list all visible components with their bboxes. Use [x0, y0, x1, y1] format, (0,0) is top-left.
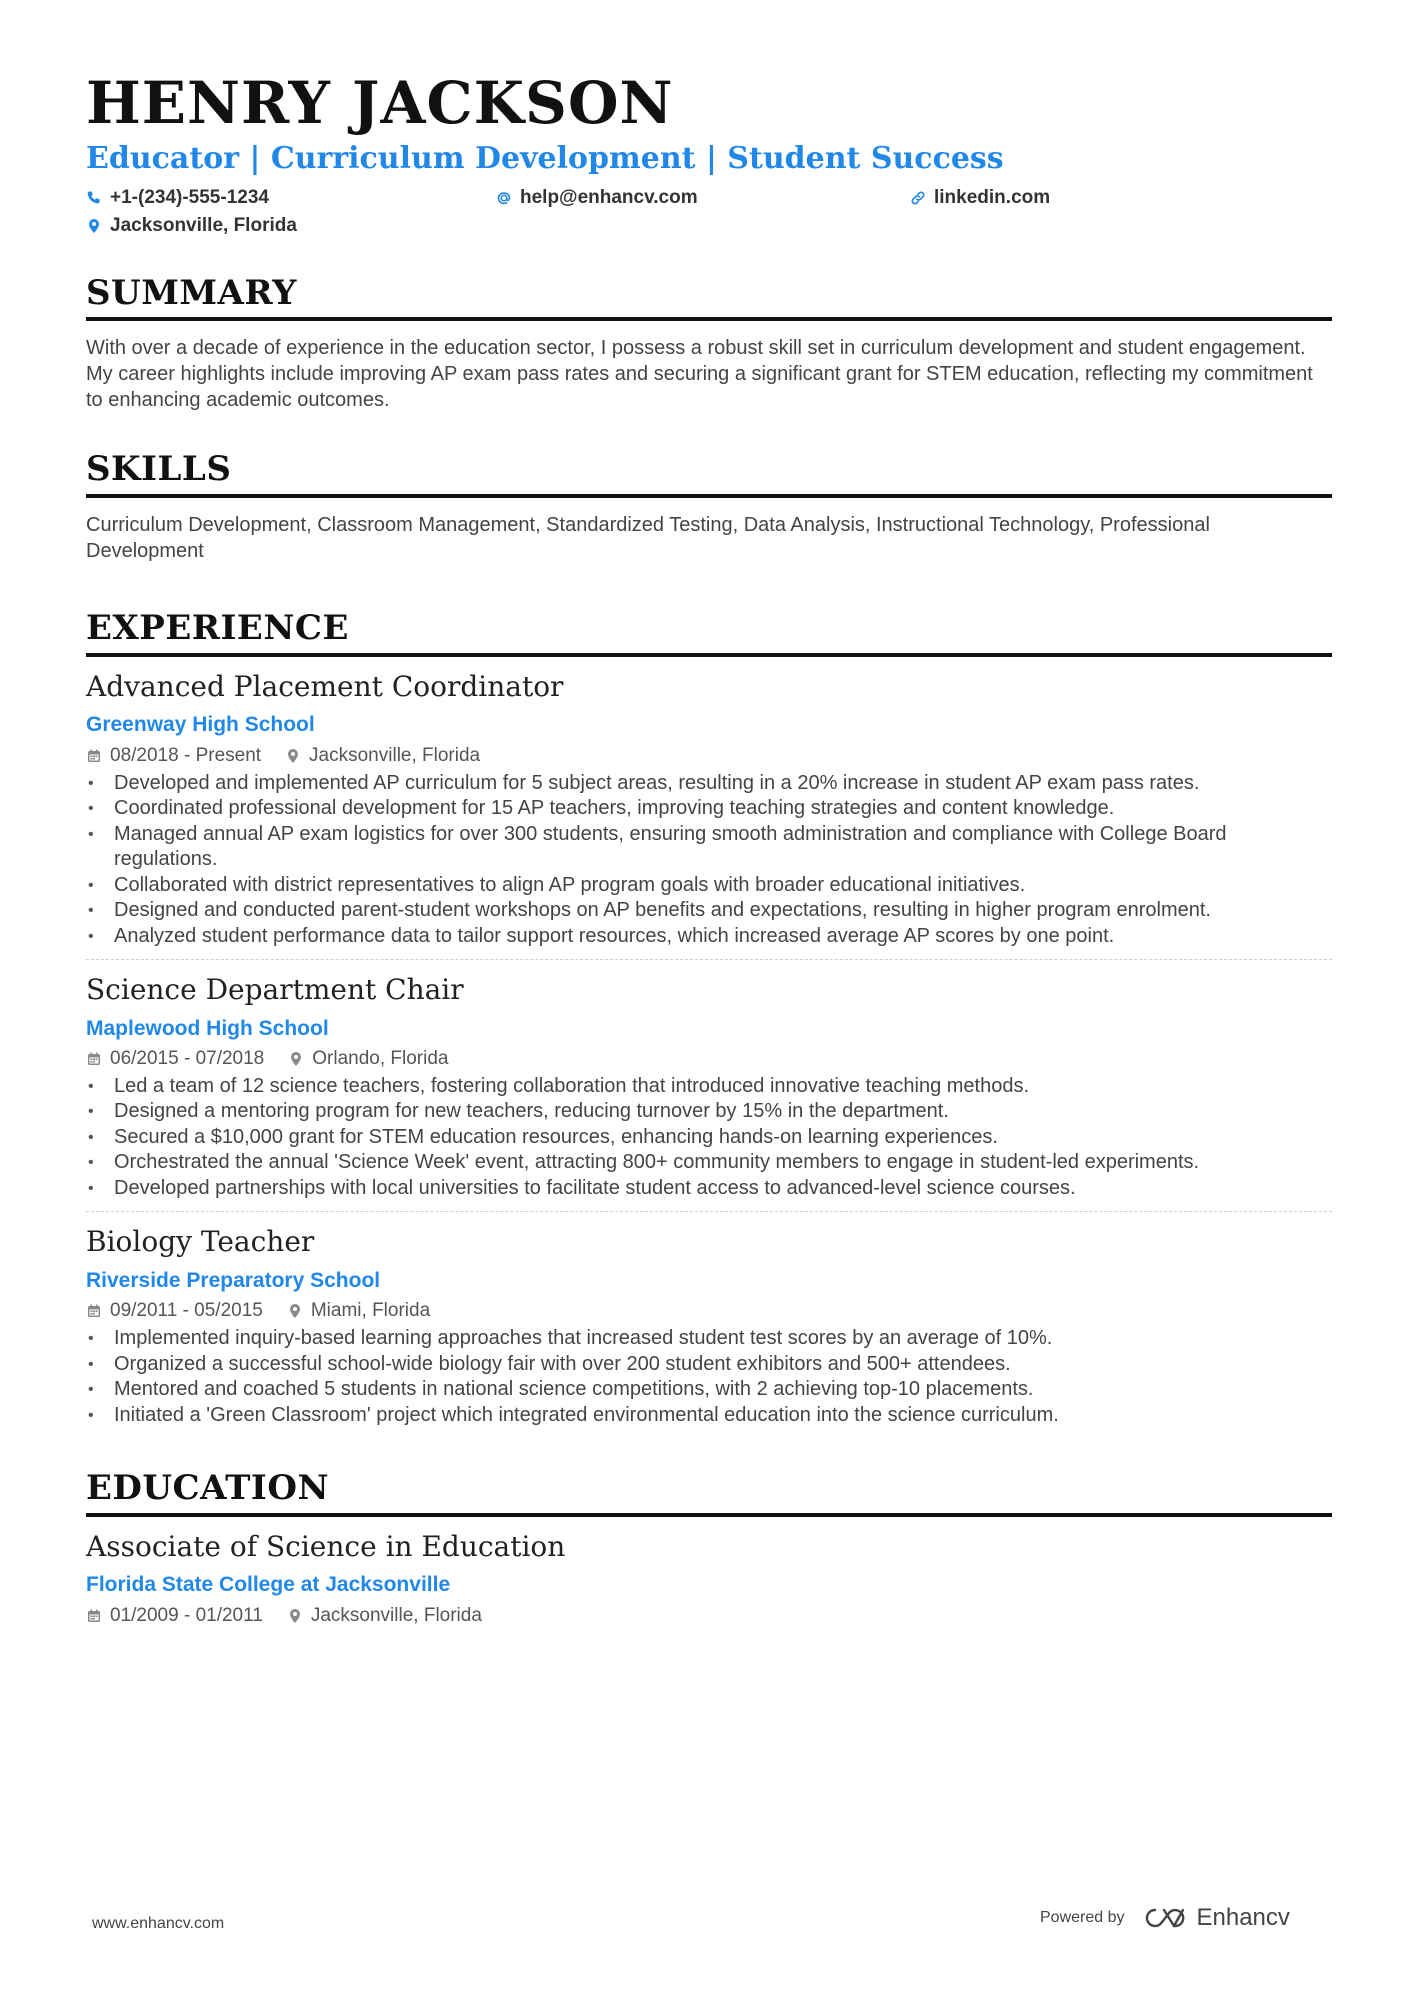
employer-name: Riverside Preparatory School — [86, 1268, 381, 1292]
experience-section — [86, 608, 1332, 1438]
calendar-icon — [86, 1051, 102, 1067]
contact-location — [86, 215, 496, 237]
job-meta — [86, 745, 1332, 767]
email-address: help@enhancv.com — [520, 186, 698, 208]
list-item: • Developed partnerships with local universities to facilitate student access to advanced-level science courses. — [86, 1176, 1332, 1202]
footer-branding — [1040, 1904, 1290, 1932]
job-location-text: Miami, Florida — [310, 1300, 431, 1322]
employer-name: Maplewood High School — [86, 1016, 329, 1040]
calendar-icon — [86, 748, 102, 764]
education-dates — [86, 1605, 263, 1627]
candidate-name: HENRY JACKSON — [86, 69, 674, 137]
location-text: Jacksonville, Florida — [110, 214, 297, 236]
list-item: • Secured a $10,000 grant for STEM education resources, enhancing hands-on learning experiences. — [86, 1125, 1332, 1151]
job-bullets — [86, 1074, 1332, 1202]
phone-icon — [86, 190, 102, 206]
degree-title: Associate of Science in Education — [86, 1529, 566, 1563]
job-title: Advanced Placement Coordinator — [86, 670, 564, 704]
resume-header — [86, 70, 1332, 237]
experience-entry — [86, 657, 1332, 959]
education-dates-text: 01/2009 - 01/2011 — [110, 1604, 263, 1626]
job-location — [287, 1300, 430, 1322]
brand-logo[interactable] — [1143, 1904, 1290, 1932]
education-location-text: Jacksonville, Florida — [310, 1604, 482, 1626]
summary-section — [86, 273, 1332, 414]
contact-info — [86, 187, 1332, 237]
job-dates-text: 09/2011 - 05/2015 — [110, 1300, 263, 1322]
job-location — [288, 1048, 448, 1070]
section-heading-experience: EXPERIENCE — [86, 608, 1332, 657]
job-dates — [86, 745, 261, 767]
powered-by-label: Powered by — [1040, 1909, 1125, 1926]
footer-website[interactable]: www.enhancv.com — [92, 1915, 225, 1932]
job-location-text: Jacksonville, Florida — [309, 744, 481, 766]
phone-number: +1-(234)-555-1234 — [110, 186, 269, 208]
at-icon — [496, 190, 512, 206]
job-meta — [86, 1300, 1332, 1322]
list-item: • Designed and conducted parent-student workshops on AP benefits and expectations, resulting in higher program enrolment. — [86, 898, 1332, 924]
list-item: • Initiated a 'Green Classroom' project which integrated environmental education into the science curriculum. — [86, 1403, 1332, 1429]
list-item: • Analyzed student performance data to tailor support resources, which increased average AP scores by one point. — [86, 924, 1332, 950]
education-entry — [86, 1517, 1332, 1637]
list-item: • Orchestrated the annual 'Science Week' event, attracting 800+ community members to engage in student-led experiments. — [86, 1150, 1332, 1176]
education-meta — [86, 1605, 1332, 1627]
map-pin-icon — [287, 1303, 303, 1319]
experience-entry — [86, 959, 1332, 1211]
job-bullets — [86, 1326, 1332, 1428]
section-heading-skills: SKILLS — [86, 449, 1332, 498]
education-section — [86, 1468, 1332, 1636]
contact-phone[interactable] — [86, 187, 496, 209]
contact-email[interactable] — [496, 187, 910, 209]
resume-page — [86, 70, 1332, 1637]
job-title: Biology Teacher — [86, 1225, 315, 1259]
education-location — [287, 1605, 482, 1627]
job-bullets — [86, 771, 1332, 950]
school-name: Florida State College at Jacksonville — [86, 1573, 451, 1597]
list-item: • Managed annual AP exam logistics for over 300 students, ensuring smooth administration and compliance with College Board regulations. — [86, 822, 1332, 873]
linkedin-link: linkedin.com — [934, 186, 1051, 208]
map-pin-icon — [288, 1051, 304, 1067]
job-location — [285, 745, 480, 767]
calendar-icon — [86, 1303, 102, 1319]
list-item: • Led a team of 12 science teachers, fostering collaboration that introduced innovative teaching methods. — [86, 1074, 1332, 1100]
employer-name: Greenway High School — [86, 713, 315, 737]
map-pin-icon — [86, 218, 102, 234]
skills-section — [86, 449, 1332, 564]
calendar-icon — [86, 1608, 102, 1624]
list-item: • Implemented inquiry-based learning approaches that increased student test scores by an average of 10%. — [86, 1326, 1332, 1352]
list-item: • Collaborated with district representatives to align AP program goals with broader educational initiatives. — [86, 873, 1332, 899]
experience-entry — [86, 1211, 1332, 1438]
job-dates — [86, 1300, 263, 1322]
skills-text: Curriculum Development, Classroom Management, Standardized Testing, Data Analysis, Instructional Technology, Professional Development — [86, 514, 1210, 563]
section-heading-summary: SUMMARY — [86, 273, 1332, 322]
list-item: • Developed and implemented AP curriculum for 5 subject areas, resulting in a 20% increase in student AP exam pass rates. — [86, 771, 1332, 797]
job-dates — [86, 1048, 264, 1070]
enhancv-logo-icon — [1143, 1906, 1189, 1930]
brand-name: Enhancv — [1196, 1904, 1290, 1931]
list-item: • Mentored and coached 5 students in national science competitions, with 2 achieving top-10 placements. — [86, 1377, 1332, 1403]
link-icon — [910, 190, 926, 206]
section-heading-education: EDUCATION — [86, 1468, 1332, 1517]
list-item: • Organized a successful school-wide biology fair with over 200 student exhibitors and 500+ attendees. — [86, 1352, 1332, 1378]
job-dates-text: 08/2018 - Present — [110, 744, 262, 766]
map-pin-icon — [285, 748, 301, 764]
job-title: Science Department Chair — [86, 973, 464, 1007]
contact-linkedin[interactable] — [910, 187, 1332, 209]
list-item: • Coordinated professional development for 15 AP teachers, improving teaching strategies and content knowledge. — [86, 796, 1332, 822]
map-pin-icon — [287, 1608, 303, 1624]
job-dates-text: 06/2015 - 07/2018 — [110, 1047, 265, 1069]
list-item: • Designed a mentoring program for new teachers, reducing turnover by 15% in the department. — [86, 1099, 1332, 1125]
summary-text: With over a decade of experience in the education sector, I possess a robust skill set in curriculum development and student engagement. My career highlights include improving AP exam pass rates and securing a significant grant for STEM education, reflecting my commitment to enhancing academic outcomes. — [86, 337, 1313, 412]
job-meta — [86, 1048, 1332, 1070]
candidate-headline: Educator | Curriculum Development | Student Success — [86, 140, 1004, 176]
job-location-text: Orlando, Florida — [312, 1047, 449, 1069]
